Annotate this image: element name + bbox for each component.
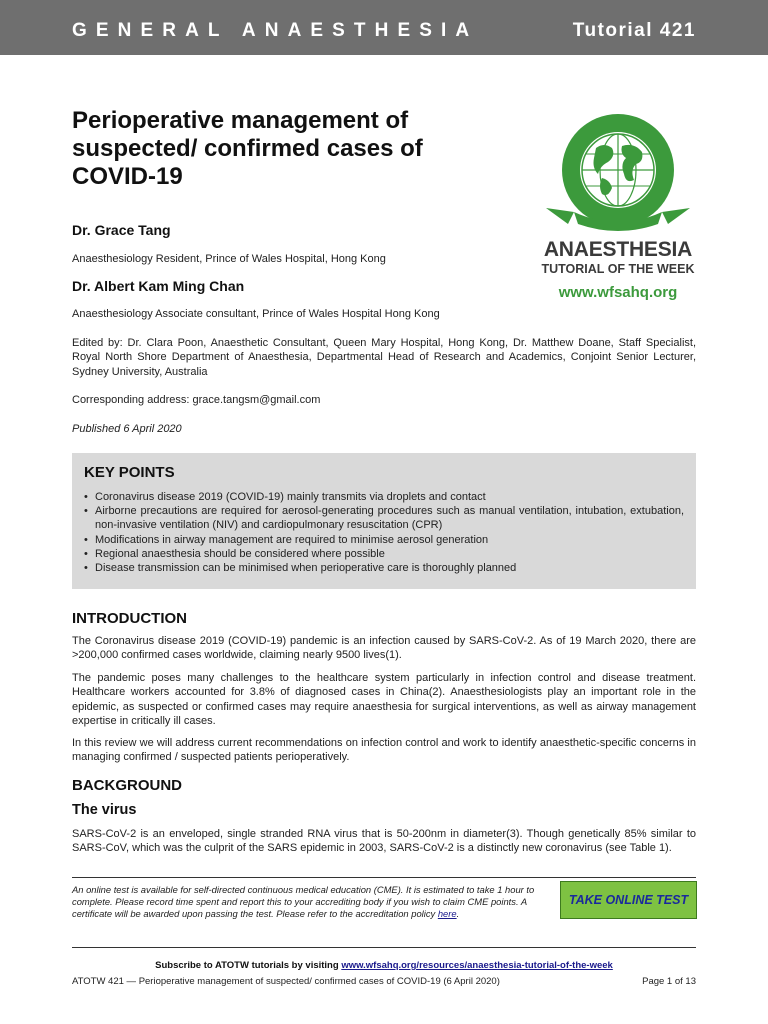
intro-paragraph: In this review we will address current recommendations on infection control and work to identify anaesthetic-specific concerns in managing confirmed / suspected patients perioperatively. [72,737,696,764]
footer-citation: ATOTW 421 — Perioperative management of suspected/ confirmed cases of COVID-19 (6 April 2020) [72,976,500,987]
page-number: Page 1 of 13 [642,976,696,987]
corresponding-address: Corresponding address: grace.tangsm@gmail.com [72,394,321,406]
subscribe-text: Subscribe to ATOTW tutorials by visiting [155,960,342,971]
cme-end: . [456,908,460,919]
wfsa-logo [538,108,698,304]
author-affiliation: Anaesthesiology Resident, Prince of Wales Hospital, Hong Kong [72,253,386,265]
key-points-list [84,490,684,575]
author-name: Dr. Albert Kam Ming Chan [72,278,245,294]
author-affiliation: Anaesthesiology Associate consultant, Prince of Wales Hospital Hong Kong [72,308,440,320]
key-points-box [72,453,696,589]
divider [72,877,696,878]
take-online-test-button[interactable]: TAKE ONLINE TEST [560,881,697,919]
cme-text: An online test is available for self-directed continuous medical education (CME). It is estimated to take 1 hour to complete. Please record time spent and report this to your accrediting body if you wish to claim CME points. A certificate will be awarded upon passing the test. Please refer to the accreditation policy [72,884,535,919]
introduction-heading: INTRODUCTION [72,610,187,627]
virus-subheading: The virus [72,802,137,818]
list-item: • Modifications in airway management are required to minimise aerosol generation [84,533,684,547]
section-title: GENERAL ANAESTHESIA [72,20,479,41]
globe-logo-icon [538,108,698,236]
edited-by: Edited by: Dr. Clara Poon, Anaesthetic Consultant, Queen Mary Hospital, Hong Kong, Dr. Matthew Doane, Staff Specialist, Royal North Shore Department of Anaesthesia, Departmental Head of Research and Academics, Conjoint Senior Lecturer, Sydney University, Australia [72,337,696,378]
author-name: Dr. Grace Tang [72,222,171,238]
logo-url: www.wfsahq.org [558,284,678,301]
article-title: Perioperative management of suspected/ confirmed cases of COVID-19 [72,107,423,190]
virus-paragraph: SARS-CoV-2 is an enveloped, single stranded RNA virus that is 50-200nm in diameter(3). Though genetically 85% similar to SARS-CoV, which was the culprit of the SARS epidemic in 2003, SARS-CoV-2 is a distinctly new coronavirus (see Table 1). [72,828,696,855]
list-item: • Regional anaesthesia should be considered where possible [84,547,684,561]
published-date: Published 6 April 2020 [72,423,182,435]
divider [72,947,696,948]
intro-paragraph: The Coronavirus disease 2019 (COVID-19) pandemic is an infection caused by SARS-CoV-2. As of 19 March 2020, there are >200,000 confirmed cases worldwide, claiming nearly 9500 lives(1). [72,635,696,662]
logo-anaesthesia: ANAESTHESIA [543,238,693,261]
list-item: • Disease transmission can be minimised when perioperative care is thoroughly planned [84,561,684,575]
accreditation-policy-link[interactable]: here [437,908,457,919]
list-item: • Coronavirus disease 2019 (COVID-19) mainly transmits via droplets and contact [84,490,684,504]
logo-tutorial-of-the-week: TUTORIAL OF THE WEEK [541,262,695,276]
list-item: • Airborne precautions are required for aerosol-generating procedures such as manual ventilation, intubation, extubation, non-invasive ventilation (NIV) and cardiopulmonary resuscitation (CPR) [84,504,684,532]
cme-notice [72,884,554,920]
subscribe-link[interactable]: www.wfsahq.org/resources/anaesthesia-tutorial-of-the-week [341,960,613,971]
key-points-heading: KEY POINTS [84,464,175,481]
intro-paragraph: The pandemic poses many challenges to the healthcare system particularly in infection control and disease treatment. Healthcare workers accounted for 3.8% of diagnosed cases in China(2). Anaesthesiologists play an important role in the epidemic, as suspected or confirmed cases may require anaesthesia for surgical interventions, as well as airway management expertise in critically ill cases. [72,672,696,727]
background-heading: BACKGROUND [72,777,182,794]
subscribe-line [0,960,768,971]
header-bar [0,0,768,55]
tutorial-number: Tutorial 421 [572,20,696,41]
